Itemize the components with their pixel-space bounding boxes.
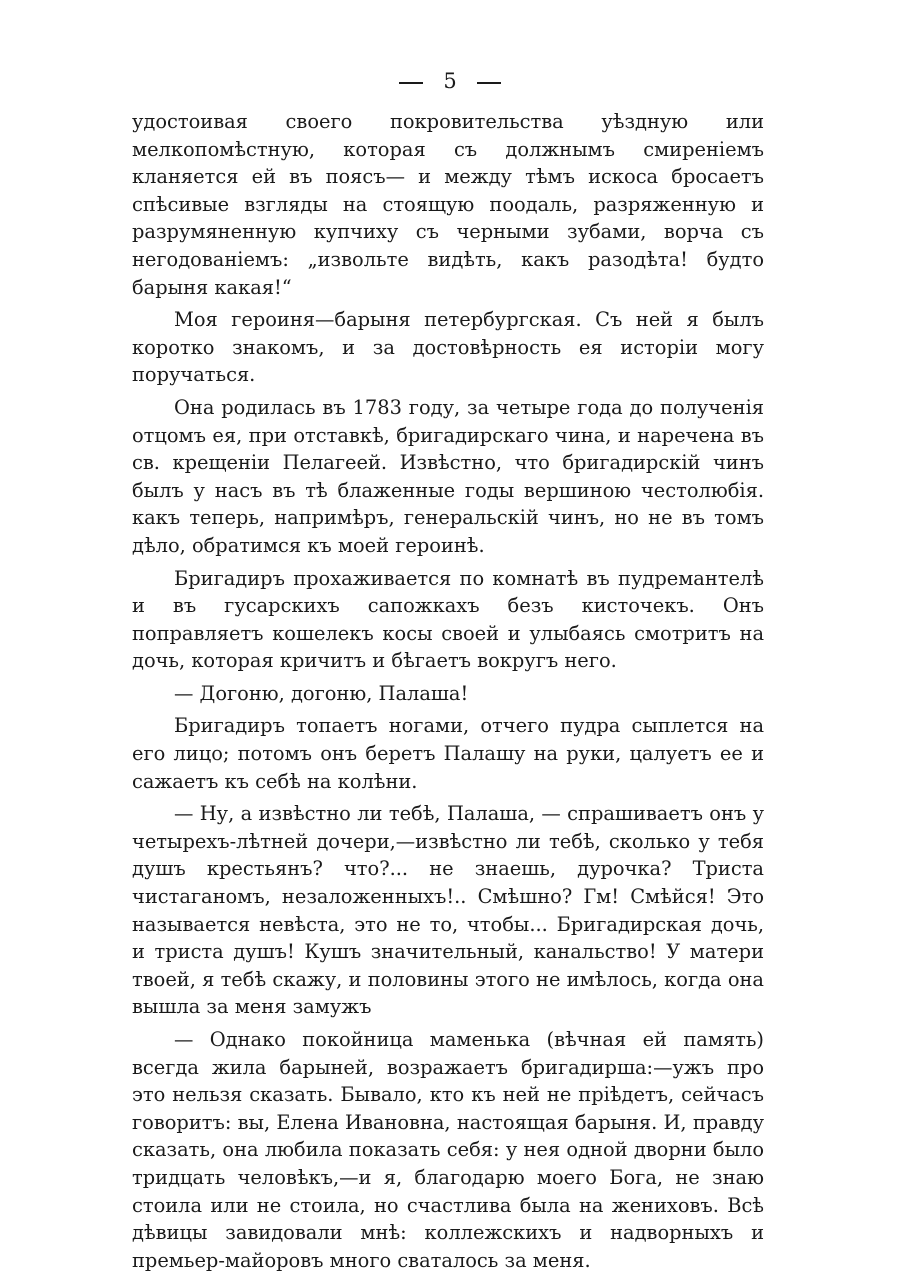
paragraph: Бригадиръ топаетъ ногами, отчего пудра сыплется на его лицо; потомъ онъ беретъ Палашу на руки, цалуетъ ее и сажаетъ къ себѣ на колѣни. xyxy=(132,714,764,793)
paragraph-continued: удостоивая своего покровительства уѣздную или мелкопомѣстную, которая съ должнымъ смиреніемъ кланяется ей въ поясъ— и между тѣмъ искоса бросаетъ спѣсивые взгляды на стоящую поодаль, разряженную и разрумяненную купчиху съ черными зубами, ворча съ негодованіемъ: „извольте видѣть, какъ разодѣта! будто барыня какая!“ xyxy=(132,110,764,299)
header-dash-left xyxy=(399,82,423,84)
dialogue-line: — Ну, а извѣстно ли тебѣ, Палаша, — спрашиваетъ онъ у четырехъ-лѣтней дочери,—извѣстно ли тебѣ, сколько у тебя душъ крестьянъ? что?... не знаешь, дурочка? Триста чистаганомъ, незаложенныхъ!.. Смѣшно? Гм! Смѣйся! Это называется невѣста, это не то, чтобы... Бригадирская дочь, и триста душъ! Кушъ значительный, канальство! У матери твоей, я тебѣ скажу, и половины этого не имѣлось, когда она вышла за меня замужъ xyxy=(132,802,764,1019)
dialogue-line: — Однако покойница маменька (вѣчная ей память) всегда жила барыней, возражаетъ бригадирша:—ужъ про это нельзя сказать. Бывало, кто къ ней не пріѣдетъ, сейчасъ говоритъ: вы, Елена Ивановна, настоящая барыня. И, правду сказать, она любила показать себя: у нея одной дворни было тридцать человѣкъ,—и я, благодарю моего Бога, не знаю стоила или не стоила, но счастлива была на жениховъ. Всѣ дѣвицы завидовали мнѣ: коллежскихъ и надворныхъ и премьер-майоровъ много сваталось за меня. xyxy=(132,1028,764,1272)
paragraph: Моя героиня—барыня петербургская. Съ ней я былъ коротко знакомъ, и за достовѣрность ея исторіи могу поручаться. xyxy=(132,308,764,387)
text-body xyxy=(132,108,764,1274)
paragraph: Бригадиръ прохаживается по комнатѣ въ пудремантелѣ и въ гусарскихъ сапожкахъ безъ кисточекъ. Онъ поправляетъ кошелекъ косы своей и улыбаясь смотритъ на дочь, которая кричитъ и бѣгаетъ вокругъ него. xyxy=(132,566,764,673)
dialogue-line: — Догоню, догоню, Палаша! xyxy=(174,681,469,705)
paragraph: Она родилась въ 1783 году, за четыре года до полученія отцомъ ея, при отставкѣ, бригадирскаго чина, и наречена въ св. крещеніи Пелагеей. Извѣстно, что бригадирскій чинъ былъ у насъ въ тѣ блаженные годы вершиною честолюбія. какъ теперь, напримѣръ, генеральскій чинъ, но не въ томъ дѣло, обратимся къ моей героинѣ. xyxy=(132,395,764,557)
header-dash-right xyxy=(477,82,501,84)
page-header xyxy=(0,68,900,94)
page-number: 5 xyxy=(443,69,457,93)
